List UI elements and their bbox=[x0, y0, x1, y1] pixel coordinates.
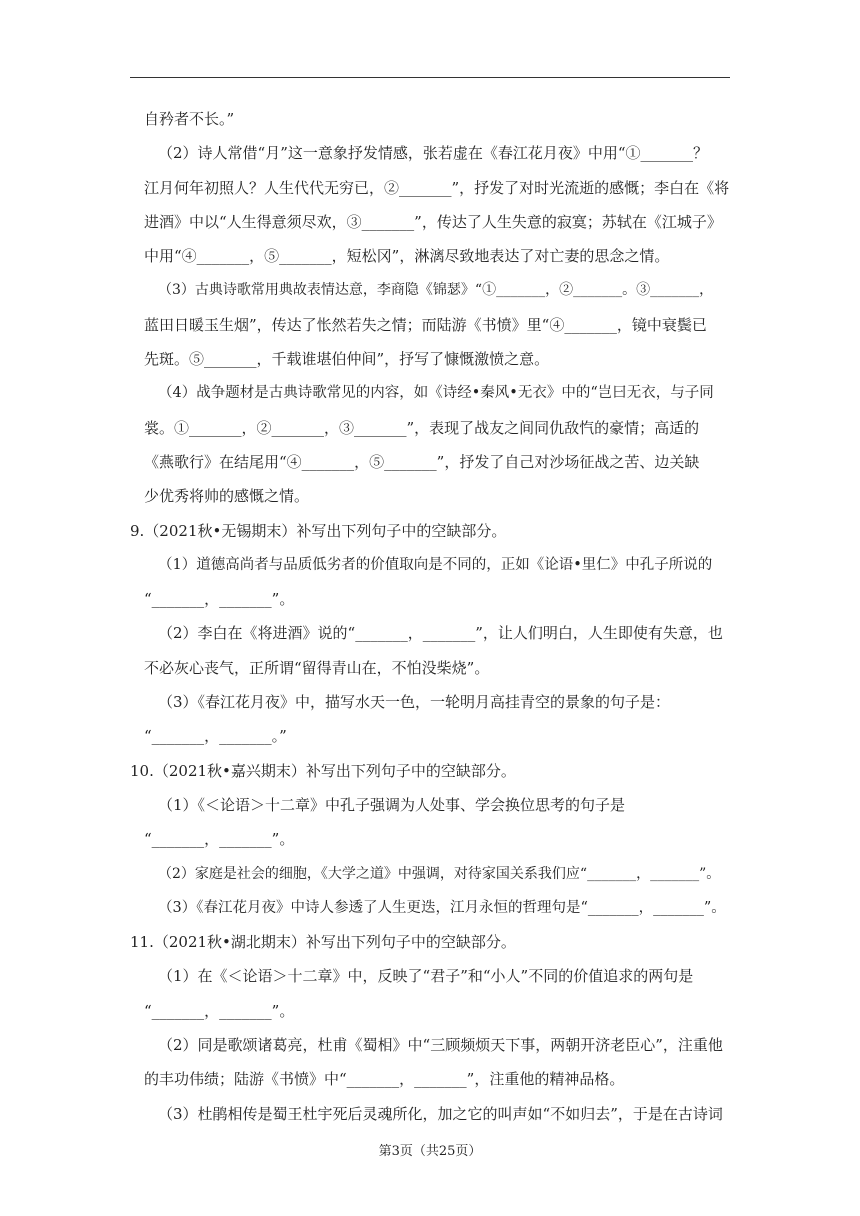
question-heading: 10.（2021秋•嘉兴期末）补写出下列句子中的空缺部分。 bbox=[130, 761, 516, 780]
text-line: “_______，_______。” bbox=[144, 727, 287, 746]
text-line: 进酒》中以“人生得意须尽欢，③_______”，传达了人生失意的寂寞；苏轼在《江城子》 bbox=[144, 212, 722, 231]
document-body bbox=[130, 102, 730, 1131]
question-heading: 11.（2021秋•湖北期末）补写出下列句子中的空缺部分。 bbox=[130, 933, 516, 952]
page-footer: 第3页（共25页） bbox=[378, 1144, 482, 1159]
text-line: （2）李白在《将进酒》说的“_______，_______”，让人们明白，人生即使有失意，也 bbox=[158, 624, 723, 643]
text-line: （2）家庭是社会的细胞，《大学之道》中强调，对待家国关系我们应“_______，_______”。 bbox=[158, 865, 721, 882]
text-line: 江月何年初照人？人生代代无穷已，②_______”，抒发了对时光流逝的感慨；李白在《将 bbox=[144, 178, 730, 197]
text-line: “_______，_______”。 bbox=[144, 1001, 295, 1020]
text-line: （1）《＜论语＞十二章》中孔子强调为人处事、学会换位思考的句子是 bbox=[158, 795, 626, 814]
text-line: （3）《春江花月夜》中诗人参透了人生更迭，江月永恒的哲理句是“_______，_______”。 bbox=[158, 899, 726, 916]
text-line: “_______，_______”。 bbox=[144, 590, 295, 609]
text-line: 先斑。⑤_______，千载谁堪伯仲间”，抒写了慷慨激愤之意。 bbox=[144, 350, 550, 369]
text-line: （3）杜鹃相传是蜀王杜宇死后灵魂所化，加之它的叫声如“不如归去”，于是在古诗词 bbox=[158, 1104, 723, 1123]
header-rule bbox=[130, 77, 730, 78]
text-line: “_______，_______”。 bbox=[144, 830, 295, 849]
text-line: （4）战争题材是古典诗歌常见的内容，如《诗经•秦风•无衣》中的“岂曰无衣，与子同 bbox=[158, 385, 714, 402]
text-line: 中用“④_______，⑤_______，短松冈”，淋漓尽致地表达了对亡妻的思念之情。 bbox=[144, 247, 670, 266]
text-line: 裳。①_______，②_______，③_______”，表现了战友之间同仇敌忾的豪情；高适的 bbox=[144, 418, 700, 437]
text-line: 少优秀将帅的感慨之情。 bbox=[144, 487, 310, 506]
text-line: （1）在《＜论语＞十二章》中，反映了“君子”和“小人”不同的价值追求的两句是 bbox=[158, 967, 694, 986]
text-line: 蓝田日暖玉生烟”，传达了怅然若失之情；而陆游《书愤》里“④_______，镜中衰鬓已 bbox=[144, 315, 707, 334]
text-line: （3）《春江花月夜》中，描写水天一色，一轮明月高挂青空的景象的句子是： bbox=[158, 693, 671, 712]
text-line: （1）道德高尚者与品质低劣者的价值取向是不同的，正如《论语•里仁》中孔子所说的 bbox=[158, 556, 713, 573]
question-heading: 9.（2021秋•无锡期末）补写出下列句子中的空缺部分。 bbox=[130, 521, 507, 540]
text-line: 《燕歌行》在结尾用“④_______，⑤_______”，抒发了自己对沙场征战之苦、边关缺 bbox=[144, 452, 700, 471]
text-line: 的丰功伟绩；陆游《书愤》中“_______，_______”，注重他的精神品格。 bbox=[144, 1070, 625, 1089]
text-line: （2）诗人常借“月”这一意象抒发情感，张若虚在《春江花月夜》中用“①_______？ bbox=[158, 144, 709, 163]
text-line: 不必灰心丧气，正所谓“留得青山在，不怕没柴烧”。 bbox=[144, 658, 490, 677]
text-line: （3）古典诗歌常用典故表情达意，李商隐《锦瑟》“①_______，②_______。③_______， bbox=[158, 282, 714, 299]
text-line: （2）同是歌颂诸葛亮，杜甫《蜀相》中“三顾频烦天下事，两朝开济老臣心”，注重他 bbox=[158, 1036, 723, 1055]
text-line: 自矜者不长。” bbox=[144, 110, 235, 128]
